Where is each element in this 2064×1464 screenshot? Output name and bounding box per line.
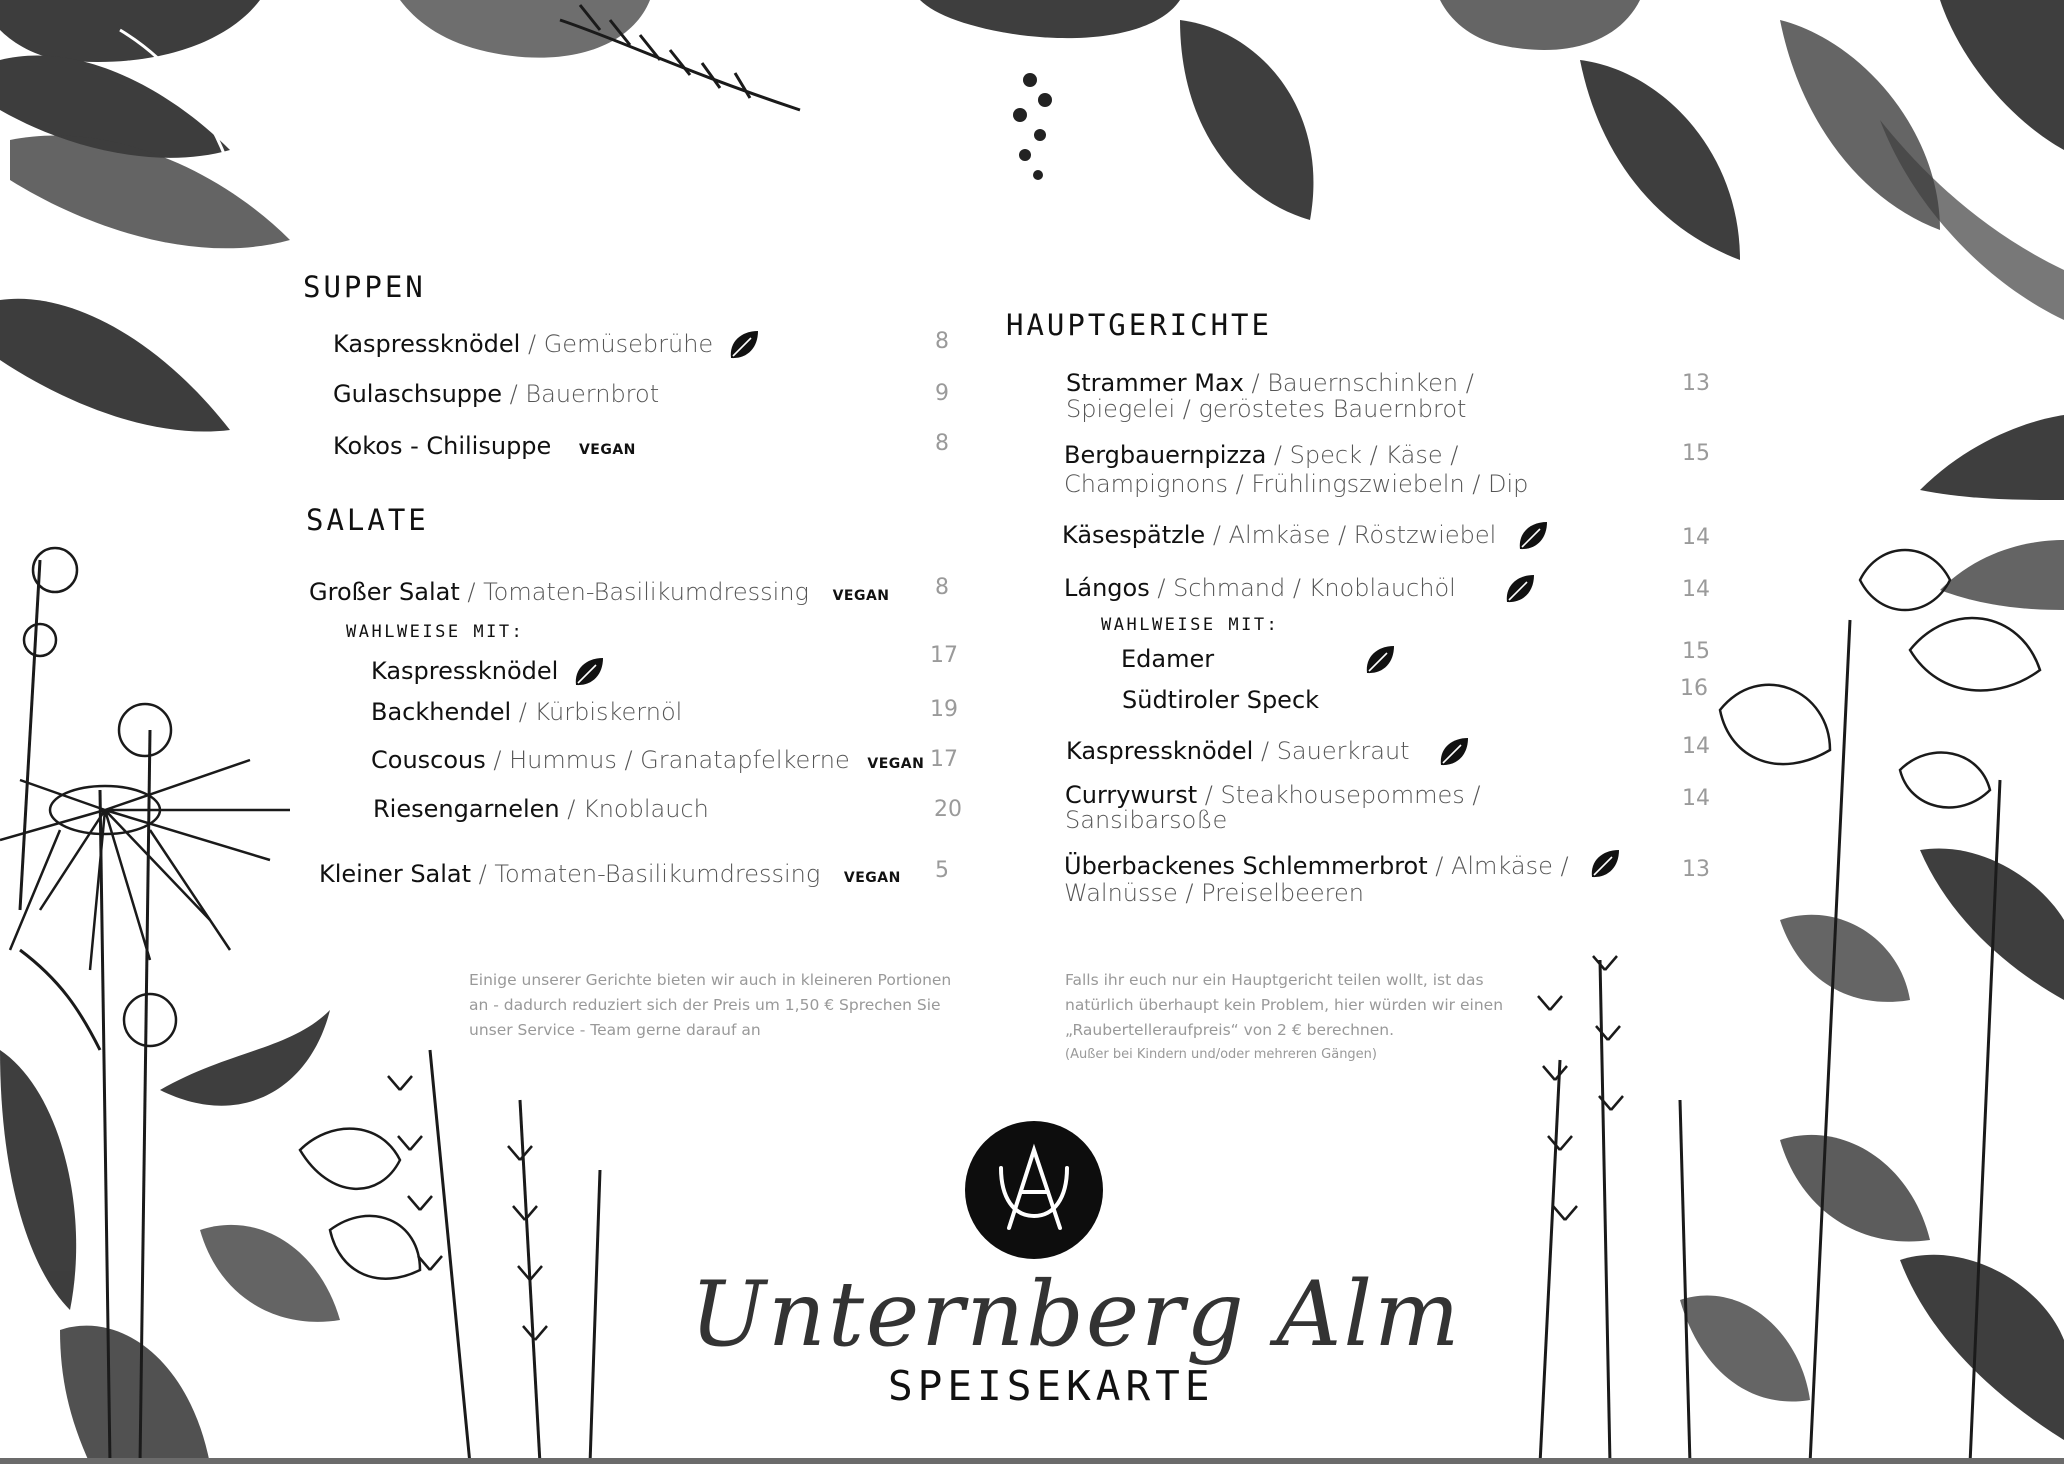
item-description-line2: Walnüsse / Preiselbeeren xyxy=(1064,879,1364,907)
item-name: Kleiner Salat xyxy=(319,860,472,888)
item-description: / Sauerkraut xyxy=(1253,737,1410,765)
menu-item-langos xyxy=(1064,572,1537,606)
brand-name-script: Unternberg Alm xyxy=(690,1262,1462,1367)
item-name: Strammer Max xyxy=(1066,369,1244,397)
brand-logo-icon xyxy=(964,1120,1104,1260)
item-name: Kokos - Chilisuppe xyxy=(333,432,552,460)
menu-item-grosser-salat xyxy=(309,578,890,606)
item-price: 15 xyxy=(1682,441,1710,466)
item-price: 16 xyxy=(1680,676,1708,701)
menu-item-kaspressknoedel-suppe xyxy=(333,328,761,362)
item-description: / Bauernbrot xyxy=(502,380,660,408)
item-price: 5 xyxy=(935,858,949,883)
item-description: / Knoblauch xyxy=(559,795,709,823)
note-hauptgericht-teilen: Falls ihr euch nur ein Hauptgericht teilen wollt, ist das natürlich überhaupt kein Problem, hier würden wir einen „Raubertelleraufpreis“ von 2 € berechnen. xyxy=(1065,971,1504,1039)
item-price: 14 xyxy=(1682,577,1710,602)
item-name: Südtiroler Speck xyxy=(1122,686,1320,714)
item-description: / Hummus / Granatapfelkerne xyxy=(485,746,850,774)
vegan-badge: VEGAN xyxy=(867,756,925,772)
menu-item-gulaschsuppe xyxy=(333,380,659,408)
item-description: / Kürbiskernöl xyxy=(511,698,683,726)
item-price: 13 xyxy=(1682,371,1710,396)
item-name: Käsespätzle xyxy=(1062,521,1206,549)
item-name: Edamer xyxy=(1121,645,1215,673)
menu-item-kaesespaetzle xyxy=(1062,519,1550,553)
item-description: / Bauernschinken / xyxy=(1243,369,1474,397)
vegan-badge: VEGAN xyxy=(832,588,890,604)
menu-option-suedtiroler-speck xyxy=(1122,686,1319,714)
item-description-line2: Sansibarsoße xyxy=(1065,806,1228,834)
menu-item-bergbauernpizza xyxy=(1064,441,1528,499)
menu-item-kaspressknoedel-sauerkraut xyxy=(1066,735,1471,769)
item-name: Bergbauernpizza xyxy=(1064,441,1267,469)
vegan-badge: VEGAN xyxy=(843,870,901,886)
item-name: Currywurst xyxy=(1065,781,1198,809)
item-price: 14 xyxy=(1682,734,1710,759)
section-title-hauptgerichte: HAUPTGERICHTE xyxy=(1006,308,1272,342)
bottom-border xyxy=(0,1458,2064,1464)
section-title-suppen: SUPPEN xyxy=(303,270,426,304)
menu-option-backhendel xyxy=(371,698,682,726)
note-kleinere-portionen: Einige unserer Gerichte bieten wir auch in kleineren Portionen an - dadurch reduziert sich der Preis um 1,50 € Sprechen Sie unser Service - Team gerne darauf an xyxy=(469,971,952,1039)
speisekarte-title: SPEISEKARTE xyxy=(888,1362,1215,1410)
section-title-salate: SALATE xyxy=(306,503,429,537)
menu-option-couscous xyxy=(371,746,924,774)
vegetarian-leaf-icon xyxy=(1516,519,1550,553)
item-price: 17 xyxy=(930,747,958,772)
item-name: Riesengarnelen xyxy=(373,795,560,823)
vegetarian-leaf-icon xyxy=(1437,735,1471,769)
item-description: / Tomaten-Basilikumdressing xyxy=(459,578,809,606)
vegetarian-leaf-icon xyxy=(1503,572,1537,606)
menu-item-schlemmerbrot xyxy=(1064,853,1622,906)
flowers-bottom-right-illustration xyxy=(1480,540,2064,1464)
item-price: 17 xyxy=(930,643,958,668)
vegetarian-leaf-icon xyxy=(727,328,761,362)
item-description: / Speck / Käse / xyxy=(1266,441,1459,469)
item-name: Lángos xyxy=(1064,574,1150,602)
item-name: Großer Salat xyxy=(309,578,460,606)
item-price: 9 xyxy=(935,381,949,406)
item-name: Kaspressknödel xyxy=(371,657,559,685)
vegetarian-leaf-icon xyxy=(1363,643,1397,677)
item-description: / Gemüsebrühe xyxy=(520,330,714,358)
menu-item-kleiner-salat xyxy=(319,860,901,888)
item-description-line2: Spiegelei / geröstetes Bauernbrot xyxy=(1066,395,1467,423)
item-name: Gulaschsuppe xyxy=(333,380,503,408)
vegetarian-leaf-icon xyxy=(572,655,606,689)
item-description: / Almkäse / Röstzwiebel xyxy=(1205,521,1497,549)
item-price: 19 xyxy=(930,697,958,722)
menu-item-currywurst xyxy=(1065,783,1481,833)
item-description: / Steakhousepommes / xyxy=(1197,781,1481,809)
item-name: Überbackenes Schlemmerbrot xyxy=(1064,852,1428,880)
leaves-top-right-illustration xyxy=(880,0,2064,330)
item-name: Kaspressknödel xyxy=(333,330,521,358)
item-name: Backhendel xyxy=(371,698,512,726)
item-price: 8 xyxy=(935,575,949,600)
vegan-badge: VEGAN xyxy=(578,442,636,458)
item-description: / Tomaten-Basilikumdressing xyxy=(471,860,821,888)
item-price: 8 xyxy=(935,329,949,354)
wahlweise-label-haupt: WAHLWEISE MIT: xyxy=(1101,615,1280,635)
item-price: 14 xyxy=(1682,525,1710,550)
vegetarian-leaf-icon xyxy=(1588,847,1622,881)
item-description-line2: Champignons / Frühlingszwiebeln / Dip xyxy=(1064,470,1529,498)
item-price: 15 xyxy=(1682,639,1710,664)
menu-option-edamer xyxy=(1121,645,1214,673)
item-name: Couscous xyxy=(371,746,486,774)
menu-option-kaspressknoedel xyxy=(371,655,606,689)
item-description: / Almkäse / xyxy=(1427,852,1569,880)
item-description: / Schmand / Knoblauchöl xyxy=(1149,574,1456,602)
item-price: 20 xyxy=(934,797,962,822)
note-ausnahme: (Außer bei Kindern und/oder mehreren Gängen) xyxy=(1065,1047,1377,1062)
item-price: 13 xyxy=(1682,857,1710,882)
menu-option-riesengarnelen xyxy=(373,795,709,823)
menu-item-kokos-chilisuppe xyxy=(333,432,636,460)
item-price: 14 xyxy=(1682,786,1710,811)
wahlweise-label-salate: WAHLWEISE MIT: xyxy=(346,622,525,642)
item-name: Kaspressknödel xyxy=(1066,737,1254,765)
menu-item-strammer-max xyxy=(1066,370,1474,422)
item-price: 8 xyxy=(935,431,949,456)
